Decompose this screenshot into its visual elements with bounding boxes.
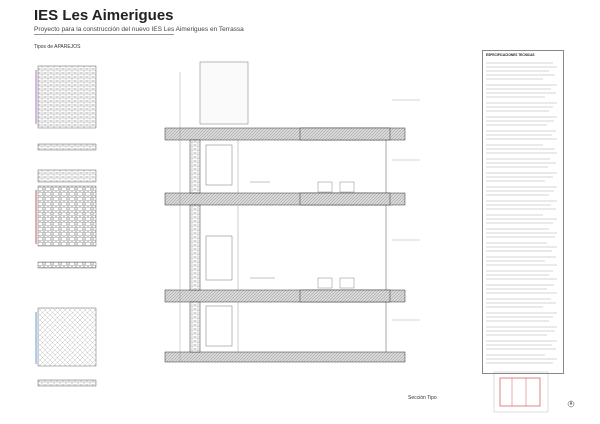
bond-types-heading: Tipos de APAREJOS bbox=[34, 44, 81, 50]
section-main bbox=[165, 62, 405, 362]
spec-text-block bbox=[483, 51, 563, 373]
document-subtitle: Proyecto para la construcción del nuevo IES Les Aimerigues en Terrassa bbox=[34, 26, 244, 33]
spec-legend-panel bbox=[482, 50, 564, 374]
bond-type-2 bbox=[36, 186, 96, 268]
bond-type-1 bbox=[36, 66, 96, 182]
north-arrow-icon bbox=[568, 401, 574, 407]
document-title: IES Les Aimerigues bbox=[34, 7, 174, 24]
bond-type-3 bbox=[36, 308, 96, 386]
spec-legend-title: ESPECIFICACIONES TECNICAS bbox=[486, 53, 535, 57]
section-caption: Sección Tipo bbox=[408, 395, 437, 401]
key-plan bbox=[494, 372, 548, 412]
